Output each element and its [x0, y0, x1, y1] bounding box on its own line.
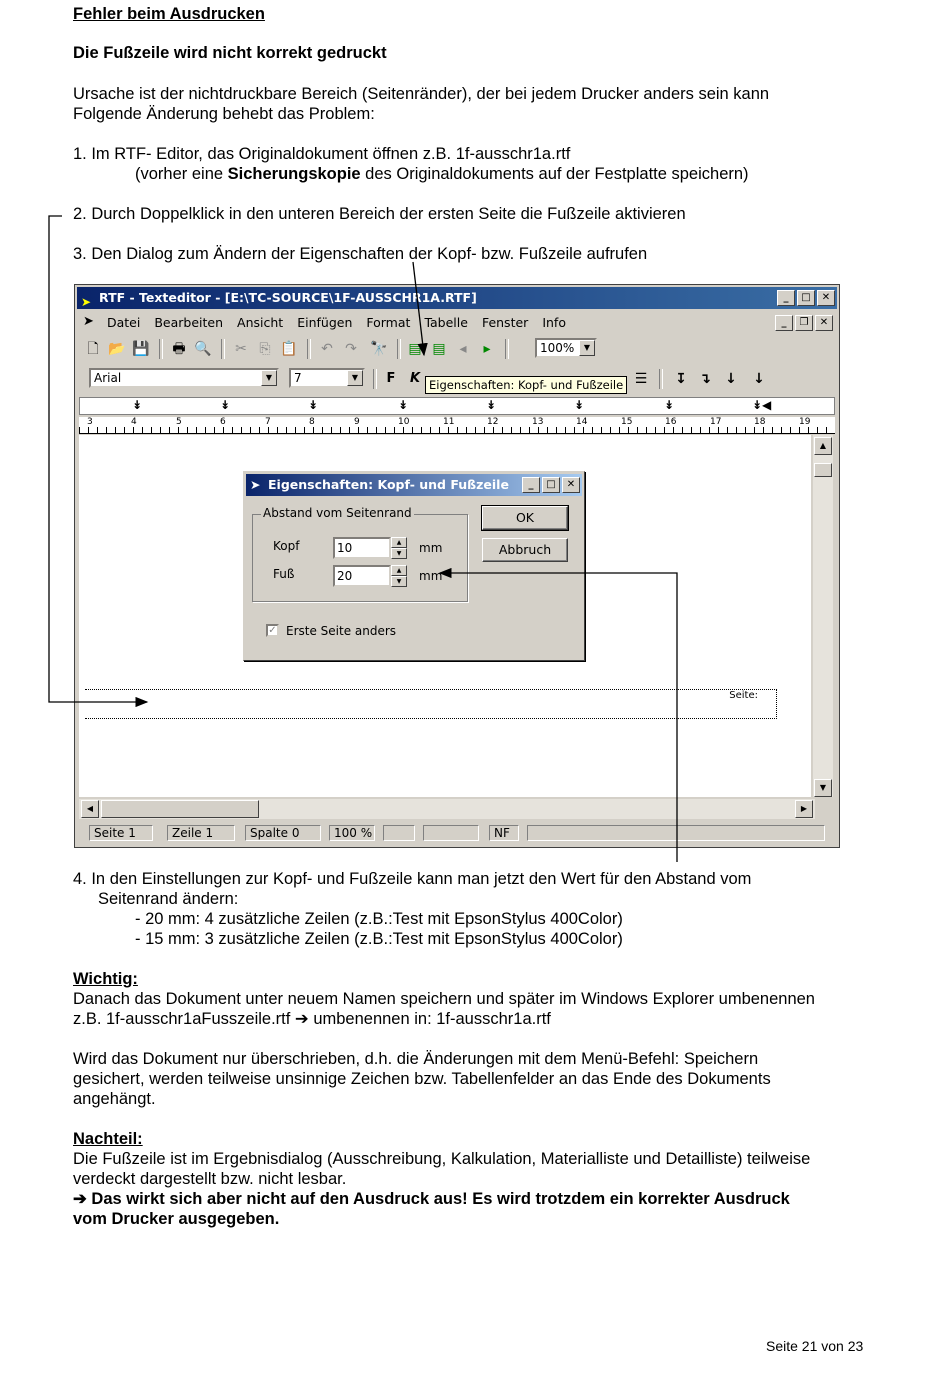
- kopf-unit: mm: [419, 541, 443, 555]
- minimize-icon[interactable]: _: [777, 290, 795, 306]
- arrow-step2: [49, 216, 147, 702]
- arrow-step4: [440, 573, 677, 862]
- print-icon[interactable]: 🖶: [172, 341, 186, 357]
- spin-down-icon[interactable]: ▼: [391, 548, 407, 559]
- paste-icon[interactable]: 📋: [280, 341, 298, 357]
- step-1-note-post: des Originaldokuments auf der Festplatte speichern): [360, 165, 749, 183]
- italic-button[interactable]: K: [409, 371, 421, 386]
- warning-line-2: gesichert, werden teilweise unsinnige Zeichen bzw. Tabellenfelder an das Ende des Dokuments: [73, 1070, 771, 1088]
- subheading: Die Fußzeile wird nicht korrekt gedruckt: [73, 44, 387, 62]
- font-size-value: 7: [294, 371, 302, 385]
- nachteil-line-1: Die Fußzeile ist im Ergebnisdialog (Ausschreibung, Kalkulation, Materialliste und Detailliste) teilweise: [73, 1150, 811, 1168]
- menu-format[interactable]: Format: [366, 314, 411, 330]
- step-2: 2. Durch Doppelklick in den unteren Bereich der ersten Seite die Fußzeile aktivieren: [73, 205, 686, 223]
- ruler-num: 9: [354, 417, 360, 427]
- wichtig-line-1: Danach das Dokument unter neuem Namen speichern und später im Windows Explorer umbenennen: [73, 990, 815, 1008]
- status-zoom: 100 %: [329, 825, 375, 841]
- header-footer-move-icon[interactable]: ▤: [432, 341, 446, 357]
- chevron-down-icon: ▼: [579, 340, 595, 356]
- ruler-num: 19: [799, 417, 811, 427]
- wichtig-label: Wichtig:: [73, 970, 138, 988]
- ruler-num: 10: [398, 417, 410, 427]
- editor-title: RTF - Texteditor - [E:\TC-SOURCE\1F-AUSSCHR1A.RTF]: [99, 290, 477, 305]
- status-spalte: Spalte 0: [245, 825, 321, 841]
- find-icon[interactable]: 🔭: [370, 341, 388, 357]
- warning-line-1: Wird das Dokument nur überschrieben, d.h. die Änderungen mit dem Menü-Befehl: Speichern: [73, 1050, 759, 1068]
- kopf-input[interactable]: 10: [333, 537, 391, 559]
- mdi-close-icon[interactable]: ✕: [815, 315, 833, 331]
- chevron-down-icon: ▼: [261, 370, 277, 386]
- save-icon[interactable]: 💾: [132, 341, 150, 357]
- cut-icon[interactable]: ✂: [235, 341, 247, 357]
- scroll-down-icon[interactable]: ▼: [814, 779, 832, 797]
- dialog-app-icon: ➤: [250, 477, 261, 492]
- cancel-button[interactable]: Abbruch: [482, 538, 568, 562]
- chevron-down-icon: ▼: [347, 370, 363, 386]
- fuss-input[interactable]: 20: [333, 565, 391, 587]
- step-3: 3. Den Dialog zum Ändern der Eigenschaften der Kopf- bzw. Fußzeile aufrufen: [73, 245, 648, 263]
- ruler-num: 17: [710, 417, 722, 427]
- status-zeile: Zeile 1: [167, 825, 235, 841]
- step-1: 1. Im RTF- Editor, das Originaldokument öffnen z.B. 1f-ausschr1a.rtf: [73, 145, 571, 163]
- step-4-line-2: [73, 889, 238, 909]
- step-1-note-bold: Sicherungskopie: [227, 165, 361, 183]
- menu-einfuegen[interactable]: Einfügen: [297, 314, 353, 330]
- ruler-num: 8: [309, 417, 315, 427]
- step-1-note-pre: (vorher eine: [135, 165, 228, 183]
- spin-up-icon[interactable]: ▲: [391, 565, 407, 576]
- nachteil-line-3: ➔ Das wirkt sich aber nicht auf den Ausdruck aus! Es wird trotzdem ein korrekter Ausdruck: [73, 1190, 790, 1208]
- nachteil-label: Nachteil:: [73, 1130, 143, 1148]
- tab-center-icon[interactable]: ↓: [753, 371, 765, 387]
- bold-button[interactable]: F: [386, 371, 396, 386]
- spin-down-icon[interactable]: ▼: [391, 576, 407, 587]
- intro-line-2: Folgende Änderung behebt das Problem:: [73, 105, 375, 123]
- tooltip: Eigenschaften: Kopf- und Fußzeile: [425, 376, 627, 394]
- dialog-minimize-icon[interactable]: _: [522, 477, 540, 493]
- menu-bearbeiten[interactable]: Bearbeiten: [154, 314, 224, 330]
- tab-decimal-icon[interactable]: ↓: [725, 371, 737, 387]
- status-seite: Seite 1: [89, 825, 153, 841]
- ruler-num: 6: [220, 417, 226, 427]
- page-heading: Fehler beim Ausdrucken: [73, 5, 265, 23]
- new-icon[interactable]: 🗋: [87, 341, 99, 357]
- tab-stops-bar: ↡ ↡ ↡ ↡ ↡ ↡ ↡ ↡◀: [79, 397, 835, 415]
- scroll-right-icon[interactable]: ▶: [795, 800, 813, 818]
- ok-button[interactable]: OK: [482, 506, 568, 530]
- scroll-left-icon[interactable]: ◀: [81, 800, 99, 818]
- header-footer-icon[interactable]: ▤: [408, 341, 422, 357]
- menu-datei[interactable]: Datei: [107, 314, 141, 330]
- mdi-minimize-icon[interactable]: _: [775, 315, 793, 331]
- ruler-num: 3: [87, 417, 93, 427]
- open-icon[interactable]: 📂: [108, 341, 126, 357]
- nachteil-line-4: vom Drucker ausgegeben.: [73, 1210, 280, 1228]
- spin-up-icon[interactable]: ▲: [391, 537, 407, 548]
- ruler-num: 5: [176, 417, 182, 427]
- ruler-num: 15: [621, 417, 633, 427]
- ruler-num: 16: [665, 417, 677, 427]
- close-icon[interactable]: ✕: [817, 290, 835, 306]
- first-page-checkbox[interactable]: ✓: [266, 624, 279, 637]
- ruler-num: 13: [532, 417, 544, 427]
- tab-right-icon[interactable]: ↴: [699, 371, 711, 387]
- zoom-value: 100%: [540, 341, 575, 355]
- step-4-line-1: 4. In den Einstellungen zur Kopf- und Fußzeile kann man jetzt den Wert für den Abstand vom: [73, 870, 752, 888]
- page-number: Seite 21 von 23: [766, 1338, 864, 1354]
- maximize-icon[interactable]: □: [797, 290, 815, 306]
- first-page-label: Erste Seite anders: [286, 624, 397, 638]
- copy-icon[interactable]: ⎘: [259, 341, 271, 357]
- menu-ansicht[interactable]: Ansicht: [237, 314, 284, 330]
- document-icon: ➤: [83, 314, 94, 329]
- menu-tabelle[interactable]: Tabelle: [424, 314, 468, 330]
- ruler-num: 12: [487, 417, 499, 427]
- tab-left-icon[interactable]: ↧: [675, 371, 687, 387]
- kopf-label: Kopf: [273, 539, 300, 553]
- print-preview-icon[interactable]: 🔍: [194, 341, 212, 357]
- step-4-option-b: - 15 mm: 3 zusätzliche Zeilen (z.B.:Test mit EpsonStylus 400Color): [135, 930, 623, 948]
- arrow-step3: [413, 262, 424, 355]
- next-section-icon[interactable]: ▸: [483, 341, 491, 357]
- dialog-maximize-icon[interactable]: □: [542, 477, 560, 493]
- nachteil-line-2: verdeckt dargestellt bzw. nicht lesbar.: [73, 1170, 347, 1188]
- ruler-num: 4: [131, 417, 137, 427]
- status-nf: NF: [489, 825, 519, 841]
- wichtig-line-2: z.B. 1f-ausschr1aFusszeile.rtf ➔ umbenennen in: 1f-ausschr1a.rtf: [73, 1010, 551, 1028]
- dialog-close-icon[interactable]: ✕: [562, 477, 580, 493]
- bullet-list-icon[interactable]: ☰: [634, 371, 648, 387]
- dialog-title: Eigenschaften: Kopf- und Fußzeile: [268, 477, 509, 492]
- mdi-restore-icon[interactable]: ❐: [795, 315, 813, 331]
- step-4-option-a: - 20 mm: 4 zusätzliche Zeilen (z.B.:Test mit EpsonStylus 400Color): [135, 910, 623, 928]
- font-value: Arial: [94, 371, 122, 385]
- redo-icon[interactable]: ↷: [345, 341, 357, 357]
- warning-line-3: angehängt.: [73, 1090, 156, 1108]
- app-icon: ➤: [81, 295, 92, 309]
- fuss-unit: mm: [419, 569, 443, 583]
- undo-icon[interactable]: ↶: [321, 341, 333, 357]
- menu-fenster[interactable]: Fenster: [481, 314, 529, 330]
- ruler-num: 14: [576, 417, 588, 427]
- scroll-up-icon[interactable]: ▲: [814, 437, 832, 455]
- ruler-num: 11: [443, 417, 455, 427]
- intro-line-1: Ursache ist der nichtdruckbare Bereich (Seitenränder), der bei jedem Drucker anders sein kann: [73, 85, 770, 103]
- prev-section-icon[interactable]: ◂: [459, 341, 467, 357]
- step-4-line-2-text: Seitenrand ändern:: [98, 890, 239, 908]
- footer-text: Seite:: [729, 690, 758, 701]
- ruler-num: 7: [265, 417, 271, 427]
- fuss-label: Fuß: [273, 567, 295, 581]
- margin-group-label: Abstand vom Seitenrand: [263, 506, 412, 520]
- ruler-num: 18: [754, 417, 766, 427]
- menu-info[interactable]: Info: [542, 314, 566, 330]
